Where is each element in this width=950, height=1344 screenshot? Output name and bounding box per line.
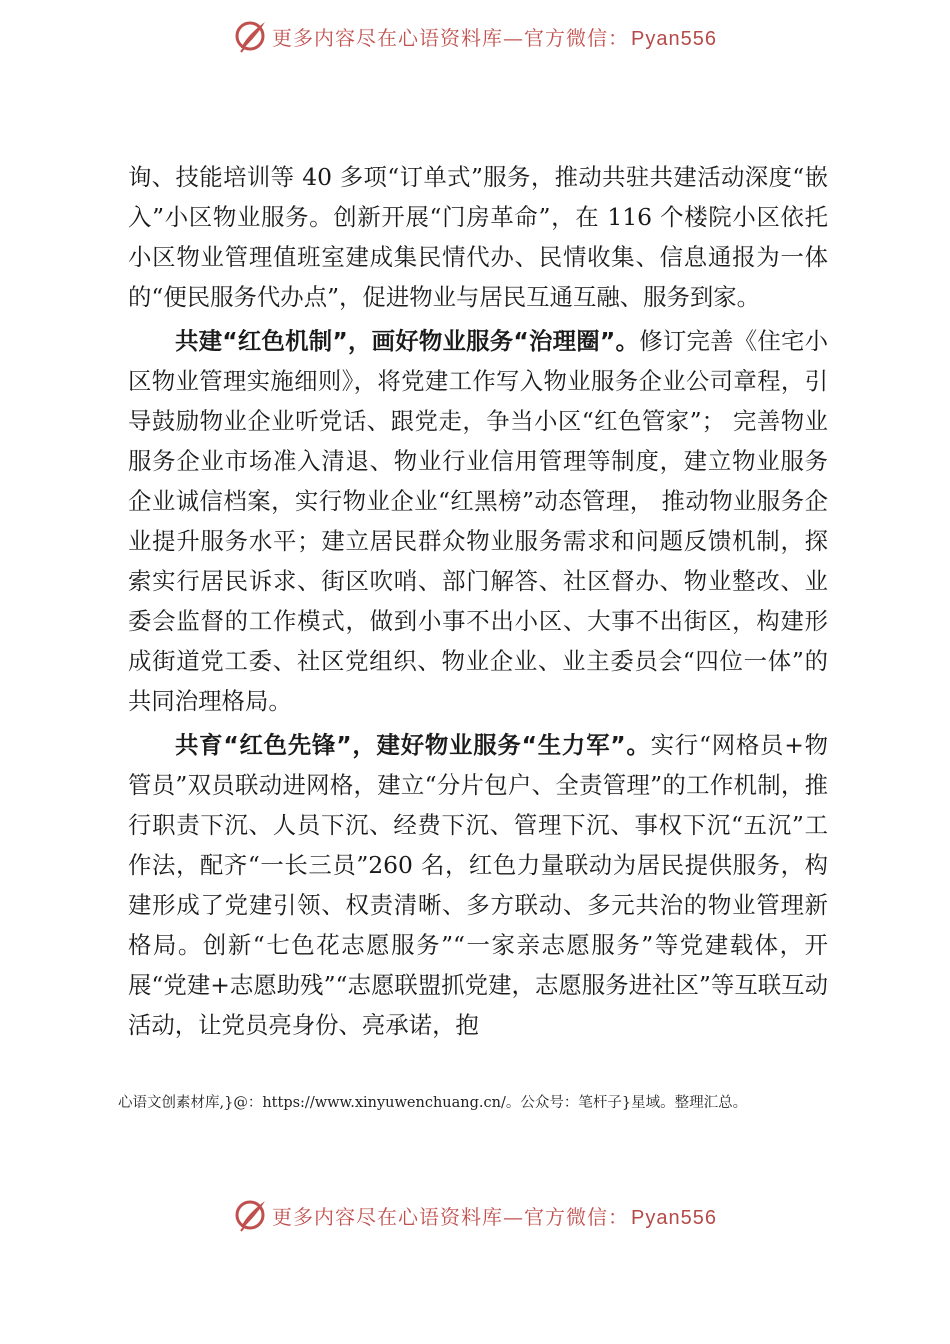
header-banner xyxy=(232,16,752,56)
source-line: 心语文创素材库,}@：https://www.xinyuwenchuang.cn/。公众号：笔杆子}星域。整理汇总。 xyxy=(118,1095,748,1111)
paragraph-2-text: 修订完善《住宅小区物业管理实施细则》，将党建工作写入物业服务企业公司章程，引导鼓励物业企业听党话、跟党走，争当小区“红色管家”； 完善物业服务企业市场准入清退、物业行业信用管理等制度，建立物业服务企业诚信档案，实行物业企业“红黑榜”动态管理， 推动物业服务企业提升服务水平；建立居民群众物业服务需求和问题反馈机制，探索实行居民诉求、街区吹哨、部门解答、社区督办、物业整改、业委会监督的工作模式，做到小事不出小区、大事不出街区，构建形成街道党工委、社区党组织、物业企业、业主委员会“四位一体”的共同治理格局。 xyxy=(128,327,828,715)
paragraph-2-heading: 共建“红色机制”，画好物业服务“治理圈”。 xyxy=(175,327,640,355)
banner-slogan: 更多内容尽在心语资料库—官方微信： xyxy=(272,25,629,50)
paragraph-3 xyxy=(128,725,828,1045)
paragraph-3-heading: 共育“红色先锋”，建好物业服务“生力军”。 xyxy=(175,731,651,759)
banner-text xyxy=(272,1201,717,1230)
banner-slogan: 更多内容尽在心语资料库—官方微信： xyxy=(272,1204,629,1229)
footer-banner xyxy=(232,1195,752,1235)
paragraph-2 xyxy=(128,321,828,721)
paragraph-1 xyxy=(128,157,828,317)
wechat-id: Pyan556 xyxy=(631,27,717,50)
paragraph-1-text: 询、技能培训等 40 多项“订单式”服务，推动共驻共建活动深度“嵌入”小区物业服务。创新开展“门房革命”，在 116 个楼院小区依托小区物业管理值班室建成集民情代办、民情收集、信息通报为一体的“便民服务代办点”，促进物业与居民互通互融、服务到家。 xyxy=(128,163,828,311)
banner-text xyxy=(272,22,717,51)
document-body xyxy=(128,157,828,1049)
wechat-id: Pyan556 xyxy=(631,1206,717,1229)
quill-logo-icon xyxy=(232,1197,268,1233)
paragraph-3-text: 实行“网格员+物管员”双员联动进网格，建立“分片包户、全责管理”的工作机制，推行职责下沉、人员下沉、经费下沉、管理下沉、事权下沉“五沉”工作法，配齐“一长三员”260 名，红色力量联动为居民提供服务，构建形成了党建引领、权责清晰、多方联动、多元共治的物业管理新格局。创新“七色花志愿服务”“一家亲志愿服务”等党建载体，开展“党建+志愿助残”“志愿联盟抓党建，志愿服务进社区”等互联互动活动，让党员亮身份、亮承诺，抱 xyxy=(128,731,828,1039)
quill-logo-icon xyxy=(232,18,268,54)
